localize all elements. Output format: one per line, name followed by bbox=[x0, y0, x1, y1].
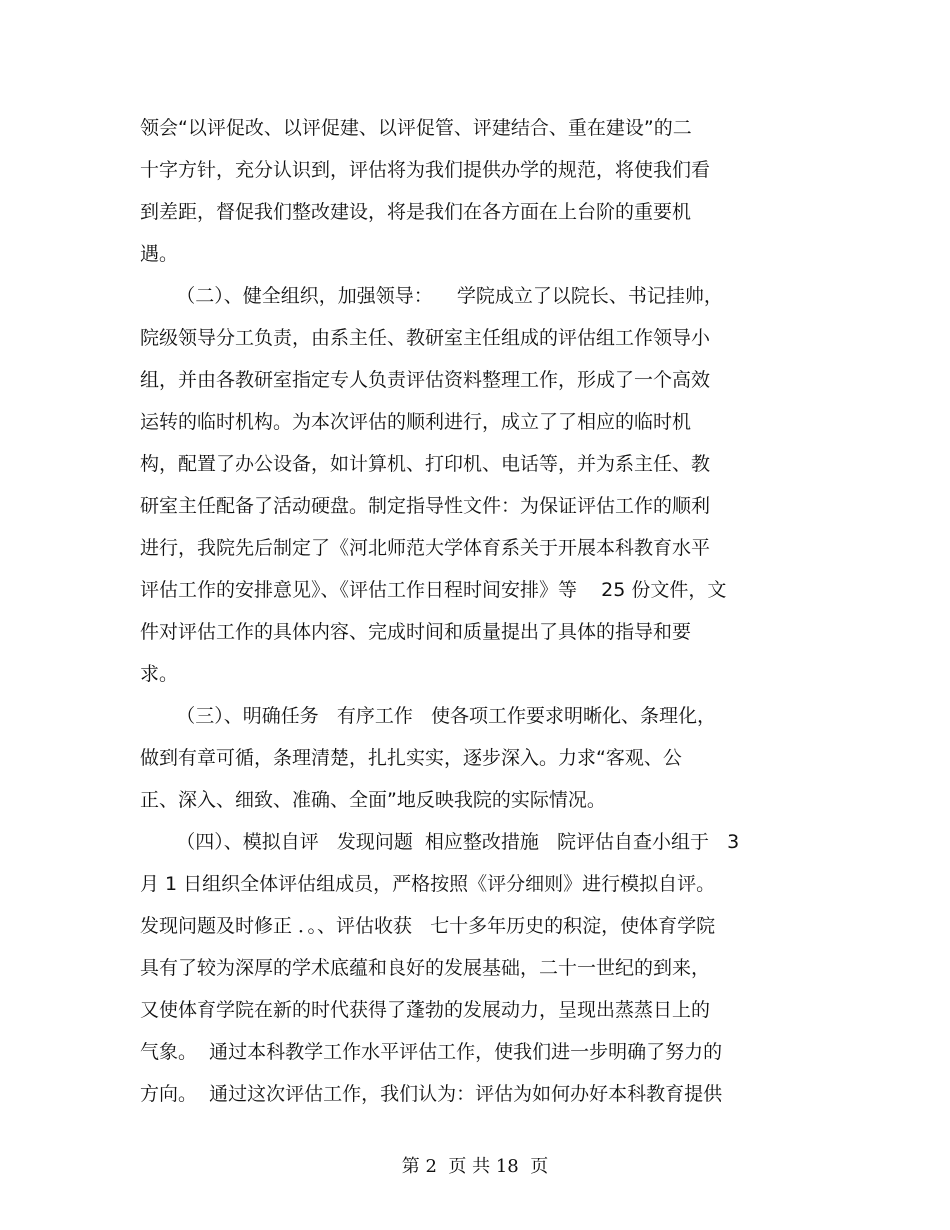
text-line: 方向。 通过这次评估工作，我们认为：评估为如何办好本科教育提供 bbox=[140, 1083, 723, 1105]
text-line: 构，配置了办公设备，如计算机、打印机、电话等，并为系主任、教 bbox=[140, 453, 711, 475]
text-line: 院级领导分工负责，由系主任、教研室主任组成的评估组工作领导小 bbox=[140, 327, 711, 349]
text-line: 研室主任配备了活动硬盘。制定指导性文件：为保证评估工作的顺利 bbox=[140, 495, 711, 517]
text-line: 遇。 bbox=[140, 243, 179, 265]
text-line: 又使体育学院在新的时代获得了蓬勃的发展动力，呈现出蒸蒸日上的 bbox=[140, 999, 711, 1021]
text-line: 气象。 通过本科教学工作水平评估工作，使我们进一步明确了努力的 bbox=[140, 1041, 723, 1063]
text-line: 领会“以评促改、以评促建、以评促管、评建结合、重在建设”的二 bbox=[140, 117, 692, 139]
text-line: 进行，我院先后制定了《河北师范大学体育系关于开展本科教育水平 bbox=[140, 537, 711, 559]
page-number-footer: 第 2 页 共 18 页 bbox=[401, 1156, 549, 1177]
text-line: 具有了较为深厚的学术底蕴和良好的发展基础，二十一世纪的到来， bbox=[140, 957, 711, 979]
text-line: 正、深入、细致、准确、全面”地反映我院的实际情况。 bbox=[140, 789, 606, 811]
text-line: （二）、健全组织，加强领导： 学院成立了以院长、书记挂帅， bbox=[140, 285, 723, 307]
text-line: 发现问题及时修正 ．。、评估收获 七十多年历史的积淀，使体育学院 bbox=[140, 915, 716, 937]
text-line: 到差距，督促我们整改建设，将是我们在各方面在上台阶的重要机 bbox=[140, 201, 692, 223]
text-line: 月 1 日组织全体评估组成员，严格按照《评分细则》进行模拟自评。 bbox=[140, 873, 716, 895]
text-line: （四）、模拟自评 发现问题 相应整改措施 院评估自查小组于 3 bbox=[140, 831, 740, 853]
text-line: 件对评估工作的具体内容、完成时间和质量提出了具体的指导和要 bbox=[140, 621, 692, 643]
text-line: 评估工作的安排意见》、《评估工作日程时间安排》等 25 份文件，文 bbox=[140, 579, 727, 601]
text-line: 做到有章可循，条理清楚，扎扎实实，逐步深入。力求“客观、公 bbox=[140, 747, 682, 769]
text-line: 运转的临时机构。为本次评估的顺利进行，成立了了相应的临时机 bbox=[140, 411, 692, 433]
text-line: 组，并由各教研室指定专人负责评估资料整理工作，形成了一个高效 bbox=[140, 369, 711, 391]
text-line: 求。 bbox=[140, 663, 179, 685]
text-line: （三）、明确任务 有序工作 使各项工作要求明晰化、条理化， bbox=[140, 705, 716, 727]
text-line: 十字方针，充分认识到，评估将为我们提供办学的规范，将使我们看 bbox=[140, 159, 711, 181]
